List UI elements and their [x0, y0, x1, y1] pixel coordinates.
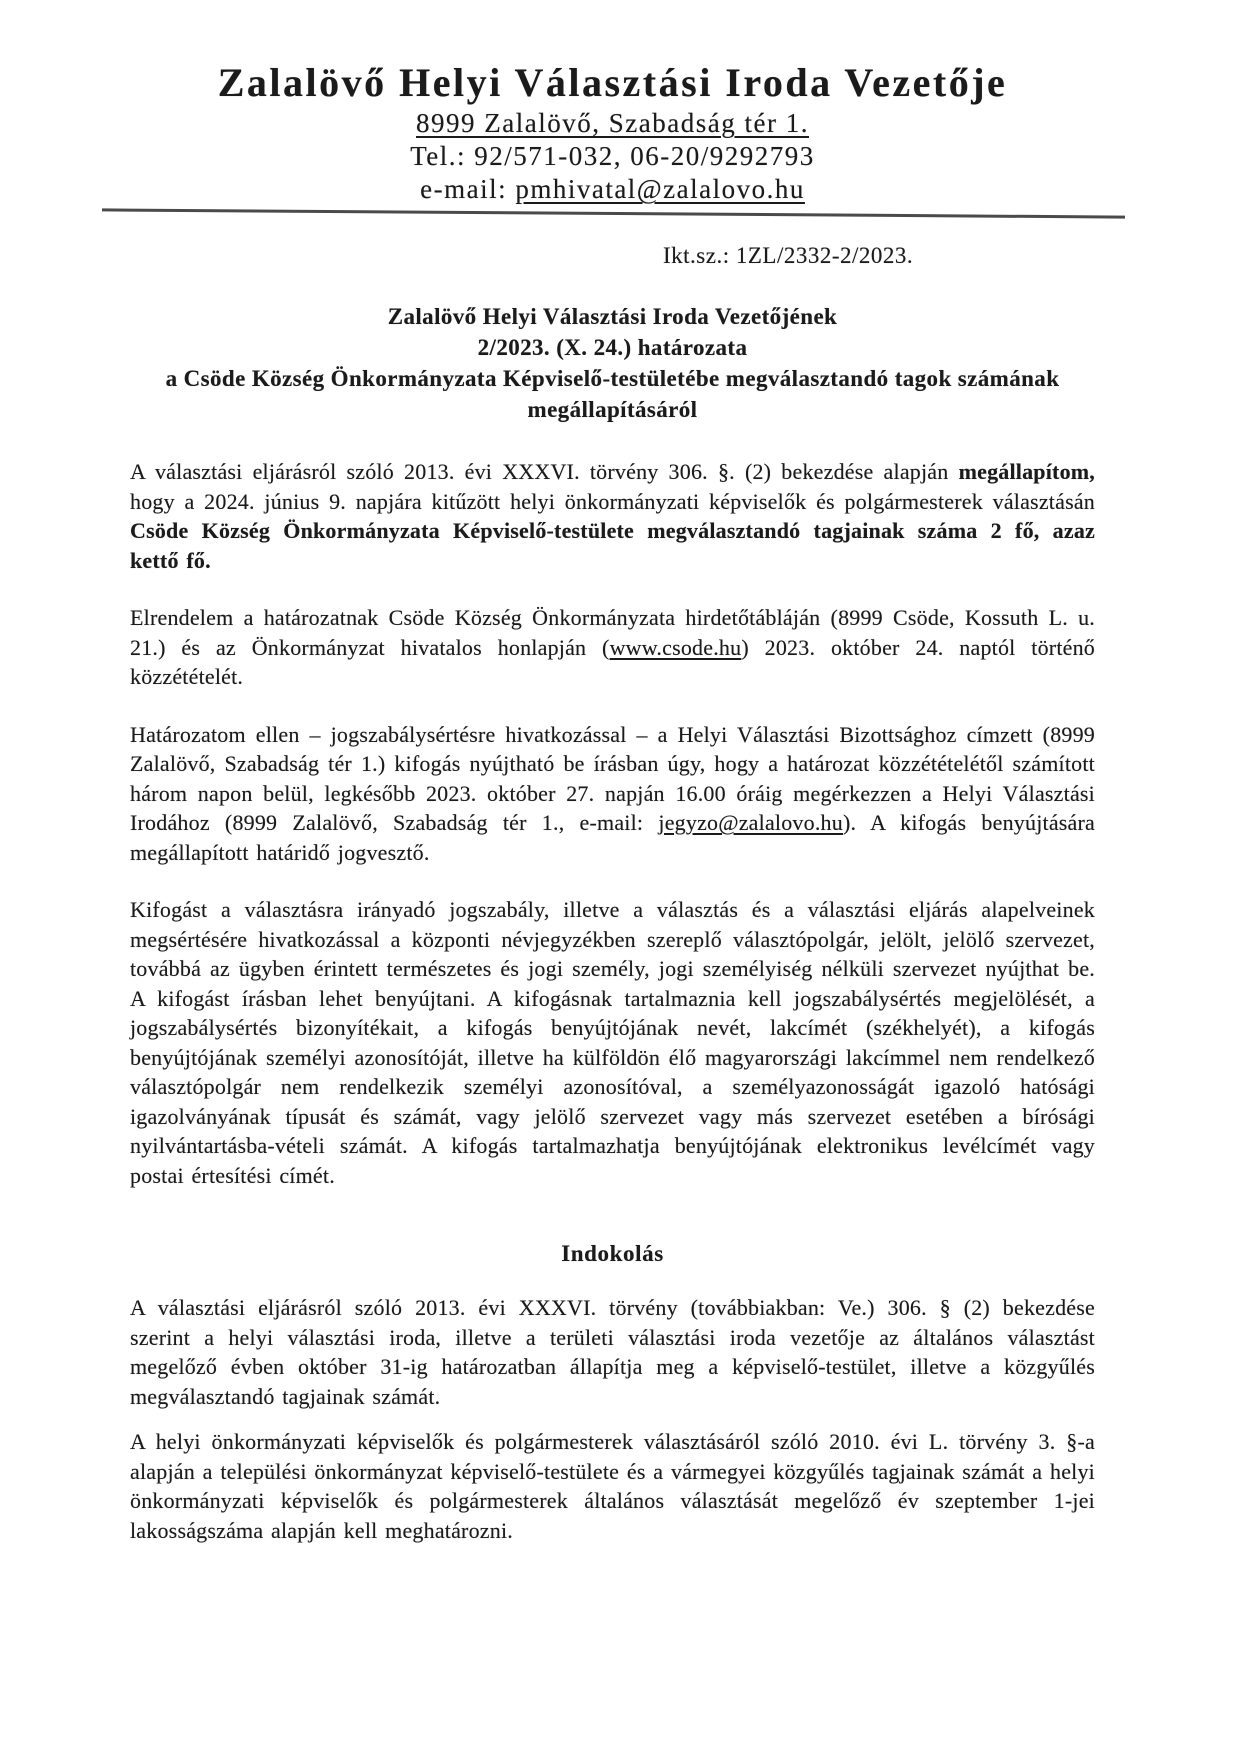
paragraph-decision: A választási eljárásról szóló 2013. évi XXXVI. törvény 306. §. (2) bekezdése alapján megállapítom, hogy a 2024. június 9. napjára kitűzött helyi önkormányzati képviselők és polgármesterek választásán Csöde Község Önkormányzata Képviselő-testülete megválasztandó tagjainak száma 2 fő, azaz kettő fő. — [130, 459, 1095, 573]
letterhead-title: Zalalövő Helyi Választási Iroda Vezetője — [217, 60, 1008, 105]
email-address: pmhivatal@zalalovo.hu — [515, 174, 805, 204]
letterhead-address — [130, 106, 1095, 140]
decision-title — [130, 301, 1095, 425]
paragraph-publication: Elrendelem a határozatnak Csöde Község Önkormányzata hirdetőtábláján (8999 Csöde, Kossuth L. u. 21.) és az Önkormányzat hivatalos honlapján (www.csode.hu) 2023. október 24. naptól történő közzétételét. — [130, 605, 1095, 689]
section-heading-indokolas: Indokolás — [561, 1241, 664, 1266]
decision-body — [130, 457, 1095, 1190]
letterhead — [130, 60, 1095, 206]
paragraph-objection-rules: Kifogást a választásra irányadó jogszabály, illetve a választás és a választási eljárás alapelveinek megsértésére hivatkozással a központi névjegyzékben szereplő választópolgár, jelölt, jelölő szervezet, továbbá az ügyben érintett természetes és jogi személy, jogi személyiség nélküli szervezet nyújthat be. A kifogást írásban lehet benyújtani. A kifogásnak tartalmaznia kell jogszabálysértés megjelölését, a jogszabálysértés bizonyítékait, a kifogás benyújtójának nevét, lakcímét (székhelyét), a kifogás benyújtójának személyi azonosítóját, illetve ha külföldön élő magyarországi lakcímmel nem rendelkező választópolgár nem rendelkezik személyi azonosítóval, a személyazonosságát igazoló hatósági igazolványának típusát és számát, vagy jelölő szervezet vagy más szervezet esetében a bírósági nyilvántartásba-vételi számát. A kifogás tartalmazhatja benyújtójának elektronikus levélcímét vagy postai értesítési címét. — [130, 897, 1095, 1188]
letterhead-address-text: 8999 Zalalövő, Szabadság tér 1. — [416, 108, 809, 138]
decision-title-line-1: Zalalövő Helyi Választási Iroda Vezetőjének — [387, 304, 838, 329]
decision-title-line-3: a Csöde Község Önkormányzata Képviselő-testületébe megválasztandó tagok számának — [165, 366, 1060, 391]
paragraph-justification-2: A helyi önkormányzati képviselők és polgármesterek választásáról szóló 2010. évi L. törvény 3. §-a alapján a települési önkormányzat képviselő-testülete és a vármegyei közgyűlés tagjainak számát a helyi önkormányzati képviselők és polgármesterek általános választását megelőző év szeptember 1-jei lakosságszáma alapján kell meghatározni. — [130, 1429, 1095, 1543]
header-divider — [102, 208, 1125, 218]
letterhead-email — [130, 172, 1095, 206]
decision-title-line-4: megállapításáról — [527, 397, 698, 422]
paragraph-justification-1: A választási eljárásról szóló 2013. évi XXXVI. törvény (továbbiakban: Ve.) 306. § (2) bekezdése szerint a helyi választási iroda, illetve a területi választási iroda vezetője az általános választást megelőző évben október 31-ig határozatban állapítja meg a képviselő-testület, illetve a közgyűlés megválasztandó tagjainak számát. — [130, 1295, 1095, 1409]
email-label: e-mail: — [420, 174, 516, 204]
justification-body — [130, 1293, 1095, 1545]
letterhead-phone: Tel.: 92/571-032, 06-20/9292793 — [410, 141, 815, 171]
reference-number: Ikt.sz.: 1ZL/2332-2/2023. — [663, 243, 914, 268]
decision-title-line-2: 2/2023. (X. 24.) határozata — [477, 335, 748, 360]
paragraph-appeal: Határozatom ellen – jogszabálysértésre hivatkozással – a Helyi Választási Bizottsághoz címzett (8999 Zalalövő, Szabadság tér 1.) kifogás nyújtható be írásban úgy, hogy a határozat közzétételétől számított három napon belül, legkésőbb 2023. október 27. napján 16.00 óráig megérkezzen a Helyi Választási Irodához (8999 Zalalövő, Szabadság tér 1., e-mail: jegyzo@zalalovo.hu). A kifogás benyújtására megállapított határidő jogvesztő. — [130, 721, 1095, 865]
